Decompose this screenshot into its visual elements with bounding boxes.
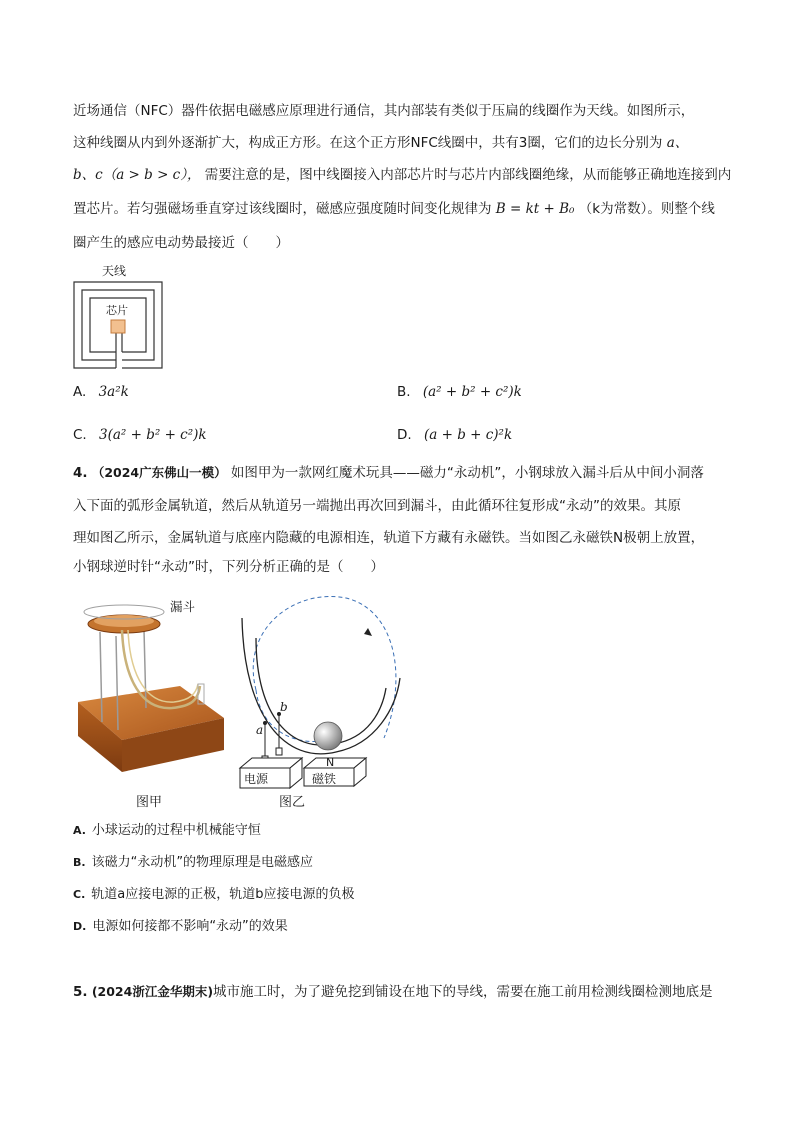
q3-line-4 bbox=[73, 199, 715, 219]
track-a-label: a bbox=[256, 723, 264, 737]
q4-option-b bbox=[73, 853, 313, 873]
option-letter: C. bbox=[73, 427, 87, 443]
track-b-label: b bbox=[280, 700, 288, 714]
option-text: 电源如何接都不影响“永动”的效果 bbox=[92, 919, 288, 934]
magnet-label: 磁铁 bbox=[312, 772, 337, 786]
q4-line-2: 入下面的弧形金属轨道，然后从轨道另一端抛出再次回到漏斗，由此循环往复形成“永动”的效果。其原 bbox=[73, 498, 681, 514]
figure-a-caption: 图甲 bbox=[136, 795, 163, 810]
q3-line-1: 近场通信（NFC）器件依据电磁感应原理进行通信，其内部装有类似于压扁的线圈作为天线。如图所示， bbox=[73, 103, 695, 119]
option-text: 轨道a应接电源的正极，轨道b应接电源的负极 bbox=[91, 887, 355, 902]
q3-line-3 bbox=[73, 165, 731, 185]
q3-var-a: a、 bbox=[666, 135, 689, 151]
q3-line-4-text: 置芯片。若匀强磁场垂直穿过该线圈时，磁感应强度随时间变化规律为 bbox=[73, 201, 492, 217]
option-letter: A. bbox=[73, 384, 87, 400]
q5-source: (2024浙江金华期末) bbox=[91, 984, 214, 999]
q3-option-a bbox=[73, 382, 129, 402]
figure-b-caption: 图乙 bbox=[279, 795, 306, 810]
option-letter: A. bbox=[73, 824, 86, 837]
q3-line-3-text: 需要注意的是，图中线圈接入内部芯片时与芯片内部线圈绝缘，从而能够正确地连接到内 bbox=[204, 167, 732, 183]
q3-var-bc: b、c（a > b > c）， bbox=[73, 167, 201, 183]
option-letter: B. bbox=[73, 856, 86, 869]
q3-option-d bbox=[397, 425, 512, 445]
q4-line-4: 小钢球逆时针“永动”时，下列分析正确的是（ ） bbox=[73, 559, 384, 575]
q4-line-1-text: 如图甲为一款网红魔术玩具——磁力“永动机”，小钢球放入漏斗后从中间小洞落 bbox=[230, 465, 704, 481]
q4-source: （2024广东佛山一模） bbox=[91, 465, 227, 480]
option-letter: B. bbox=[397, 384, 411, 400]
nfc-coil-figure bbox=[70, 262, 170, 372]
q4-line-1 bbox=[73, 463, 704, 483]
option-text: 小球运动的过程中机械能守恒 bbox=[91, 823, 261, 838]
option-expr: 3(a² + b² + c²)k bbox=[99, 427, 207, 443]
coil-drawing bbox=[70, 278, 166, 370]
q3-option-c bbox=[73, 425, 207, 445]
option-expr: (a² + b² + c²)k bbox=[422, 384, 522, 400]
chip-label: 芯片 bbox=[106, 304, 128, 317]
option-letter: C. bbox=[73, 888, 86, 901]
figure-a-toy bbox=[72, 590, 232, 790]
funnel-label: 漏斗 bbox=[170, 599, 196, 614]
q4-line-3: 理如图乙所示，金属轨道与底座内隐藏的电源相连，轨道下方藏有永磁铁。当如图乙永磁铁N极朝上放置， bbox=[73, 530, 705, 546]
q4-option-c bbox=[73, 885, 354, 905]
q3-option-b bbox=[397, 382, 522, 402]
antenna-label: 天线 bbox=[102, 264, 127, 278]
option-expr: (a + b + c)²k bbox=[423, 427, 513, 443]
q5-number: 5. bbox=[73, 984, 88, 1000]
figure-b-schematic bbox=[236, 588, 416, 793]
q5-line-1 bbox=[73, 982, 713, 1002]
q3-line-4-tail: （k为常数）。则整个线 bbox=[578, 201, 715, 217]
power-label: 电源 bbox=[244, 772, 269, 786]
q3-formula: B = kt + B₀ bbox=[495, 201, 575, 217]
q3-line-2-text: 这种线圈从内到外逐渐扩大，构成正方形。在这个正方形NFC线圈中，共有3圈，它们的边长分别为 bbox=[73, 135, 663, 151]
q5-text: 城市施工时，为了避免挖到铺设在地下的导线，需要在施工前用检测线圈检测地底是 bbox=[213, 984, 713, 1000]
q3-line-2 bbox=[73, 133, 688, 153]
toy-illustration bbox=[72, 590, 232, 790]
option-text: 该磁力“永动机”的物理原理是电磁感应 bbox=[91, 855, 314, 870]
q4-option-d bbox=[73, 917, 288, 937]
q4-option-a bbox=[73, 821, 261, 841]
pole-label: N bbox=[326, 756, 335, 769]
q3-line-5: 圈产生的感应电动势最接近（ ） bbox=[73, 235, 289, 251]
option-letter: D. bbox=[73, 920, 87, 933]
option-letter: D. bbox=[397, 427, 412, 443]
option-expr: 3a²k bbox=[98, 384, 129, 400]
q4-number: 4. bbox=[73, 465, 88, 481]
